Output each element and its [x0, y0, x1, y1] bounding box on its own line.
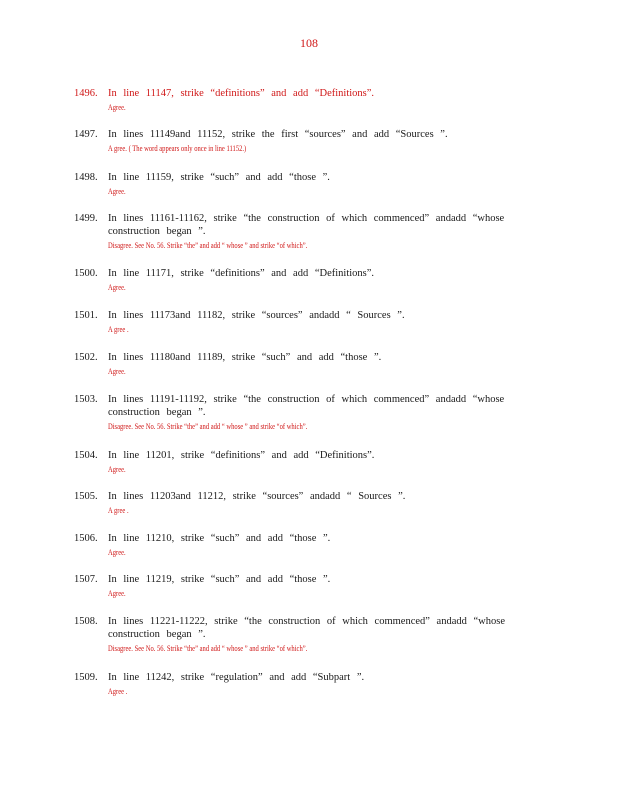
agency-response: Disagree. See No. 56. Strike “the” and add “ whose ” and strike “of which”.	[108, 422, 308, 431]
entry-number: 1509.	[74, 672, 98, 683]
agency-response: Agree.	[108, 187, 126, 196]
page-number: 108	[300, 36, 318, 50]
entry-text: In lines 11161-11162, strike “the construction of which commenced” andadd “whose	[108, 213, 505, 224]
entry-text: In line 11201, strike “definitions” and add “Definitions”.	[108, 450, 375, 461]
agency-response: A gree .	[108, 506, 129, 515]
entry-number: 1499.	[74, 213, 98, 224]
agency-response: A gree. ( The word appears only once in line 11152.)	[108, 144, 247, 153]
entry-number: 1506.	[74, 533, 98, 544]
entry-number: 1500.	[74, 268, 98, 279]
entry-number: 1503.	[74, 394, 98, 405]
entry-text: In lines 11191-11192, strike “the construction of which commenced” andadd “whose	[108, 394, 505, 405]
agency-response: Agree.	[108, 283, 126, 292]
agency-response: Agree.	[108, 465, 126, 474]
entry-text: In lines 11221-11222, strike “the construction of which commenced” andadd “whose	[108, 616, 505, 627]
entry-text: In line 11171, strike “definitions” and add “Definitions”.	[108, 268, 375, 279]
entry-text: In line 11242, strike “regulation” and add “Subpart ”.	[108, 672, 365, 683]
entry-text: In lines 11203and 11212, strike “sources” andadd “ Sources ”.	[108, 491, 406, 502]
entry-text-continued: construction began ”.	[108, 629, 206, 640]
entry-number: 1502.	[74, 352, 98, 363]
agency-response: Disagree. See No. 56. Strike “the” and add “ whose ” and strike “of which”.	[108, 241, 308, 250]
entry-text: In lines 11180and 11189, strike “such” and add “those ”.	[108, 352, 382, 363]
entry-text: In line 11219, strike “such” and add “those ”.	[108, 574, 331, 585]
entry-text: In lines 11149and 11152, strike the first “sources” and add “Sources ”.	[108, 129, 448, 140]
entry-number: 1504.	[74, 450, 98, 461]
entry-number: 1505.	[74, 491, 98, 502]
agency-response: Disagree. See No. 56. Strike “the” and add “ whose ” and strike “of which”.	[108, 644, 308, 653]
agency-response: Agree.	[108, 103, 126, 112]
entry-text-continued: construction began ”.	[108, 407, 206, 418]
agency-response: Agree.	[108, 589, 126, 598]
entry-number: 1497.	[74, 129, 98, 140]
entry-text: In line 11210, strike “such” and add “those ”.	[108, 533, 331, 544]
entry-text: In line 11159, strike “such” and add “those ”.	[108, 172, 330, 183]
agency-response: A gree .	[108, 325, 129, 334]
entry-number: 1508.	[74, 616, 98, 627]
entry-text: In line 11147, strike “definitions” and add “Definitions”.	[108, 88, 375, 99]
entry-text-continued: construction began ”.	[108, 226, 206, 237]
entry-number: 1498.	[74, 172, 98, 183]
entry-number: 1496.	[74, 88, 98, 99]
agency-response: Agree .	[108, 687, 128, 696]
entry-number: 1507.	[74, 574, 98, 585]
entry-number: 1501.	[74, 310, 98, 321]
entry-text: In lines 11173and 11182, strike “sources” andadd “ Sources ”.	[108, 310, 405, 321]
agency-response: Agree.	[108, 548, 126, 557]
agency-response: Agree.	[108, 367, 126, 376]
